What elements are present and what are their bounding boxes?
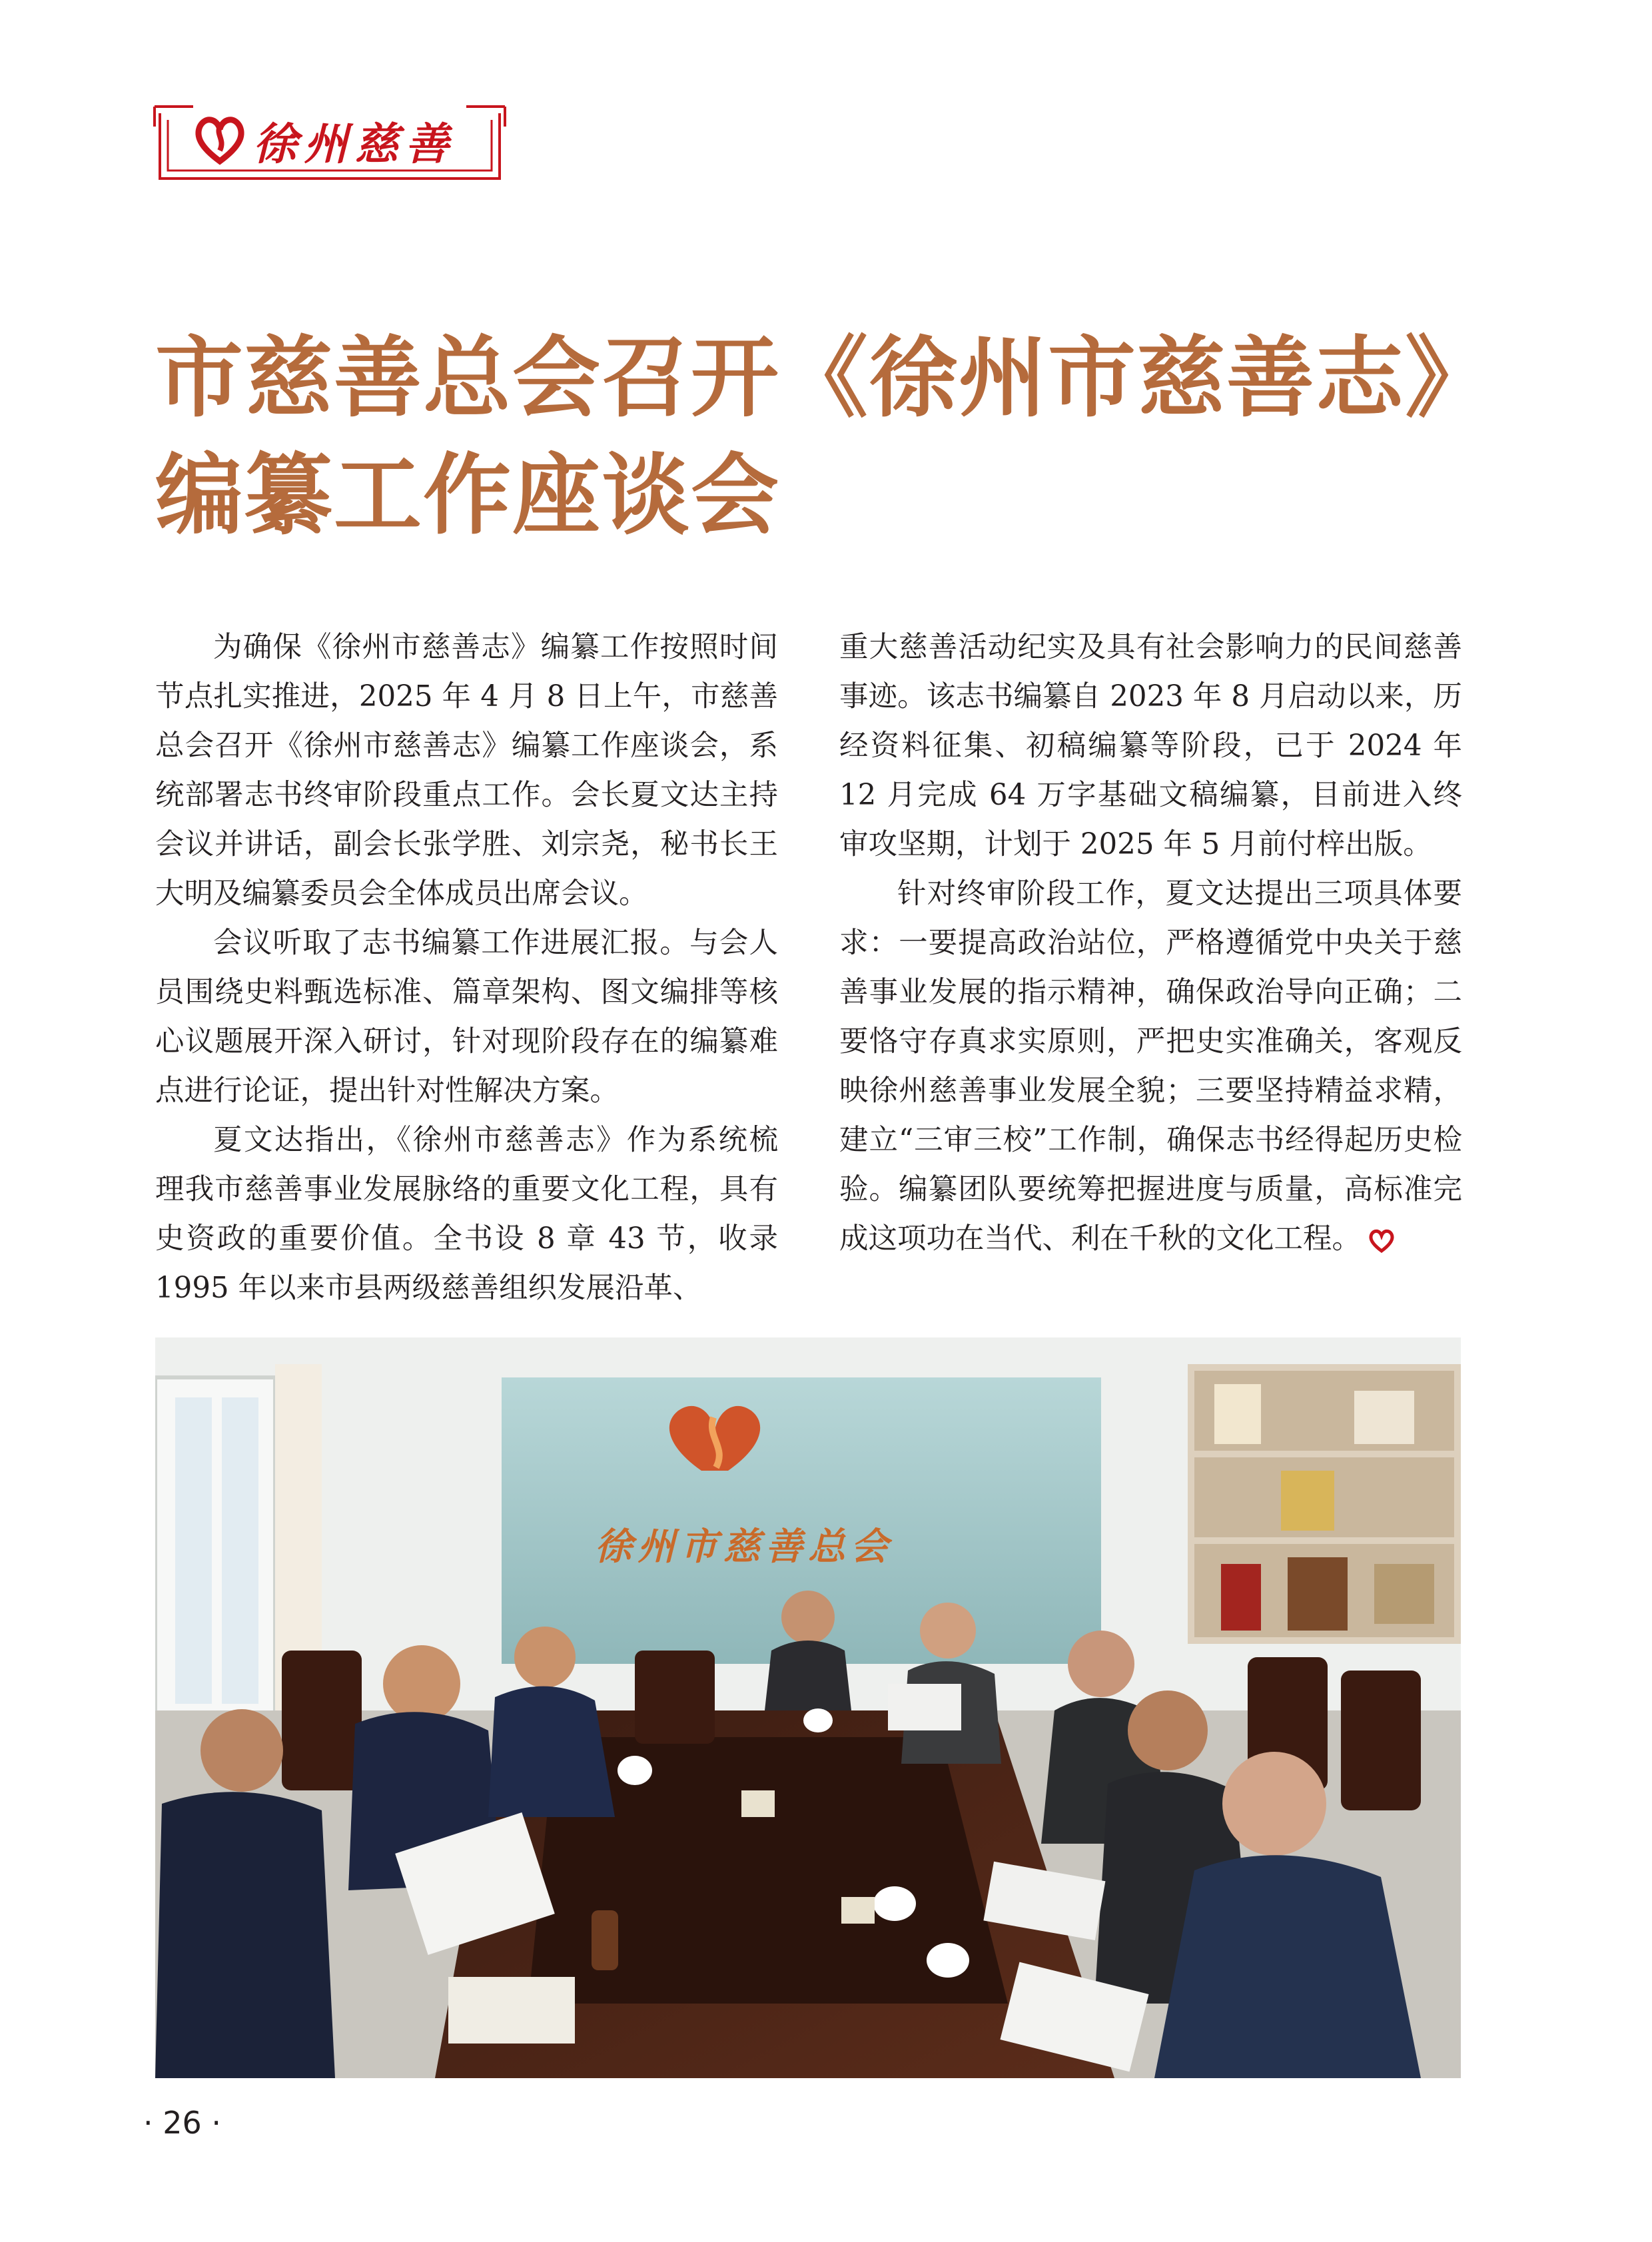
article-title — [155, 320, 1541, 554]
paragraph-3: 夏文达指出，《徐州市慈善志》作为系统梳理我市慈善事业发展脉络的重要文化工程，具有史资政的重要价值。全书设 8 章 43 节，收录 1995 年以来市县两级慈善组织发展沿革、 — [155, 1124, 778, 1305]
paragraph-1: 为确保《徐州市慈善志》编纂工作按照时间节点扎实推进，2025 年 4 月 8 日上午，市慈善总会召开《徐州市慈善志》编纂工作座谈会，系统部署志书终审阶段重点工作。会长夏文达主持会议并讲话，副会长张学胜、刘宗尧，秘书长王大明及编纂委员会全体成员出席会议。 — [155, 631, 778, 911]
paragraph-4-text: 针对终审阶段工作，夏文达提出三项具体要求：一要提高政治站位，严格遵循党中央关于慈善事业发展的指示精神，确保政治导向正确；二要恪守存真求实原则，严把史实准确关，客观反映徐州慈善事业发展全貌；三要坚持精益求精，建立“三审三校”工作制，确保志书经得起历史检验。编纂团队要统筹把握进度与质量，高标准完成这项功在当代、利在千秋的文化工程。 — [839, 877, 1462, 1256]
paragraph-4 — [839, 869, 1462, 1264]
meeting-photo — [155, 1337, 1461, 2078]
title-line-2: 编纂工作座谈会 — [155, 444, 780, 547]
paragraph-3-continued: 重大慈善活动纪实及具有社会影响力的民间慈善事迹。该志书编纂自 2023 年 8 月启动以来，历经资料征集、初稿编纂等阶段，已于 2024 年 12 月完成 64 万字基础文稿编纂，目前进入终审攻坚期，计划于 2025 年 5 月前付梓出版。 — [839, 631, 1462, 861]
masthead — [153, 100, 506, 187]
wall-sign: 徐州市慈善总会 — [595, 1525, 893, 1569]
title-line-1: 市慈善总会召开《徐州市慈善志》 — [155, 327, 1494, 430]
paragraph-2: 会议听取了志书编纂工作进展汇报。与会人员围绕史料甄选标准、篇章架构、图文编排等核心议题展开深入研讨，针对现阶段存在的编纂难点进行论证，提出针对性解决方案。 — [155, 927, 778, 1108]
left-column — [155, 623, 778, 1313]
page-number: · 26 · — [143, 2105, 222, 2141]
meeting-scene — [155, 1337, 1461, 2078]
charity-heart-logo-icon — [193, 113, 246, 167]
masthead-title: 徐州慈善 — [253, 118, 456, 170]
end-heart-icon — [1368, 1228, 1396, 1254]
right-column — [839, 623, 1462, 1264]
